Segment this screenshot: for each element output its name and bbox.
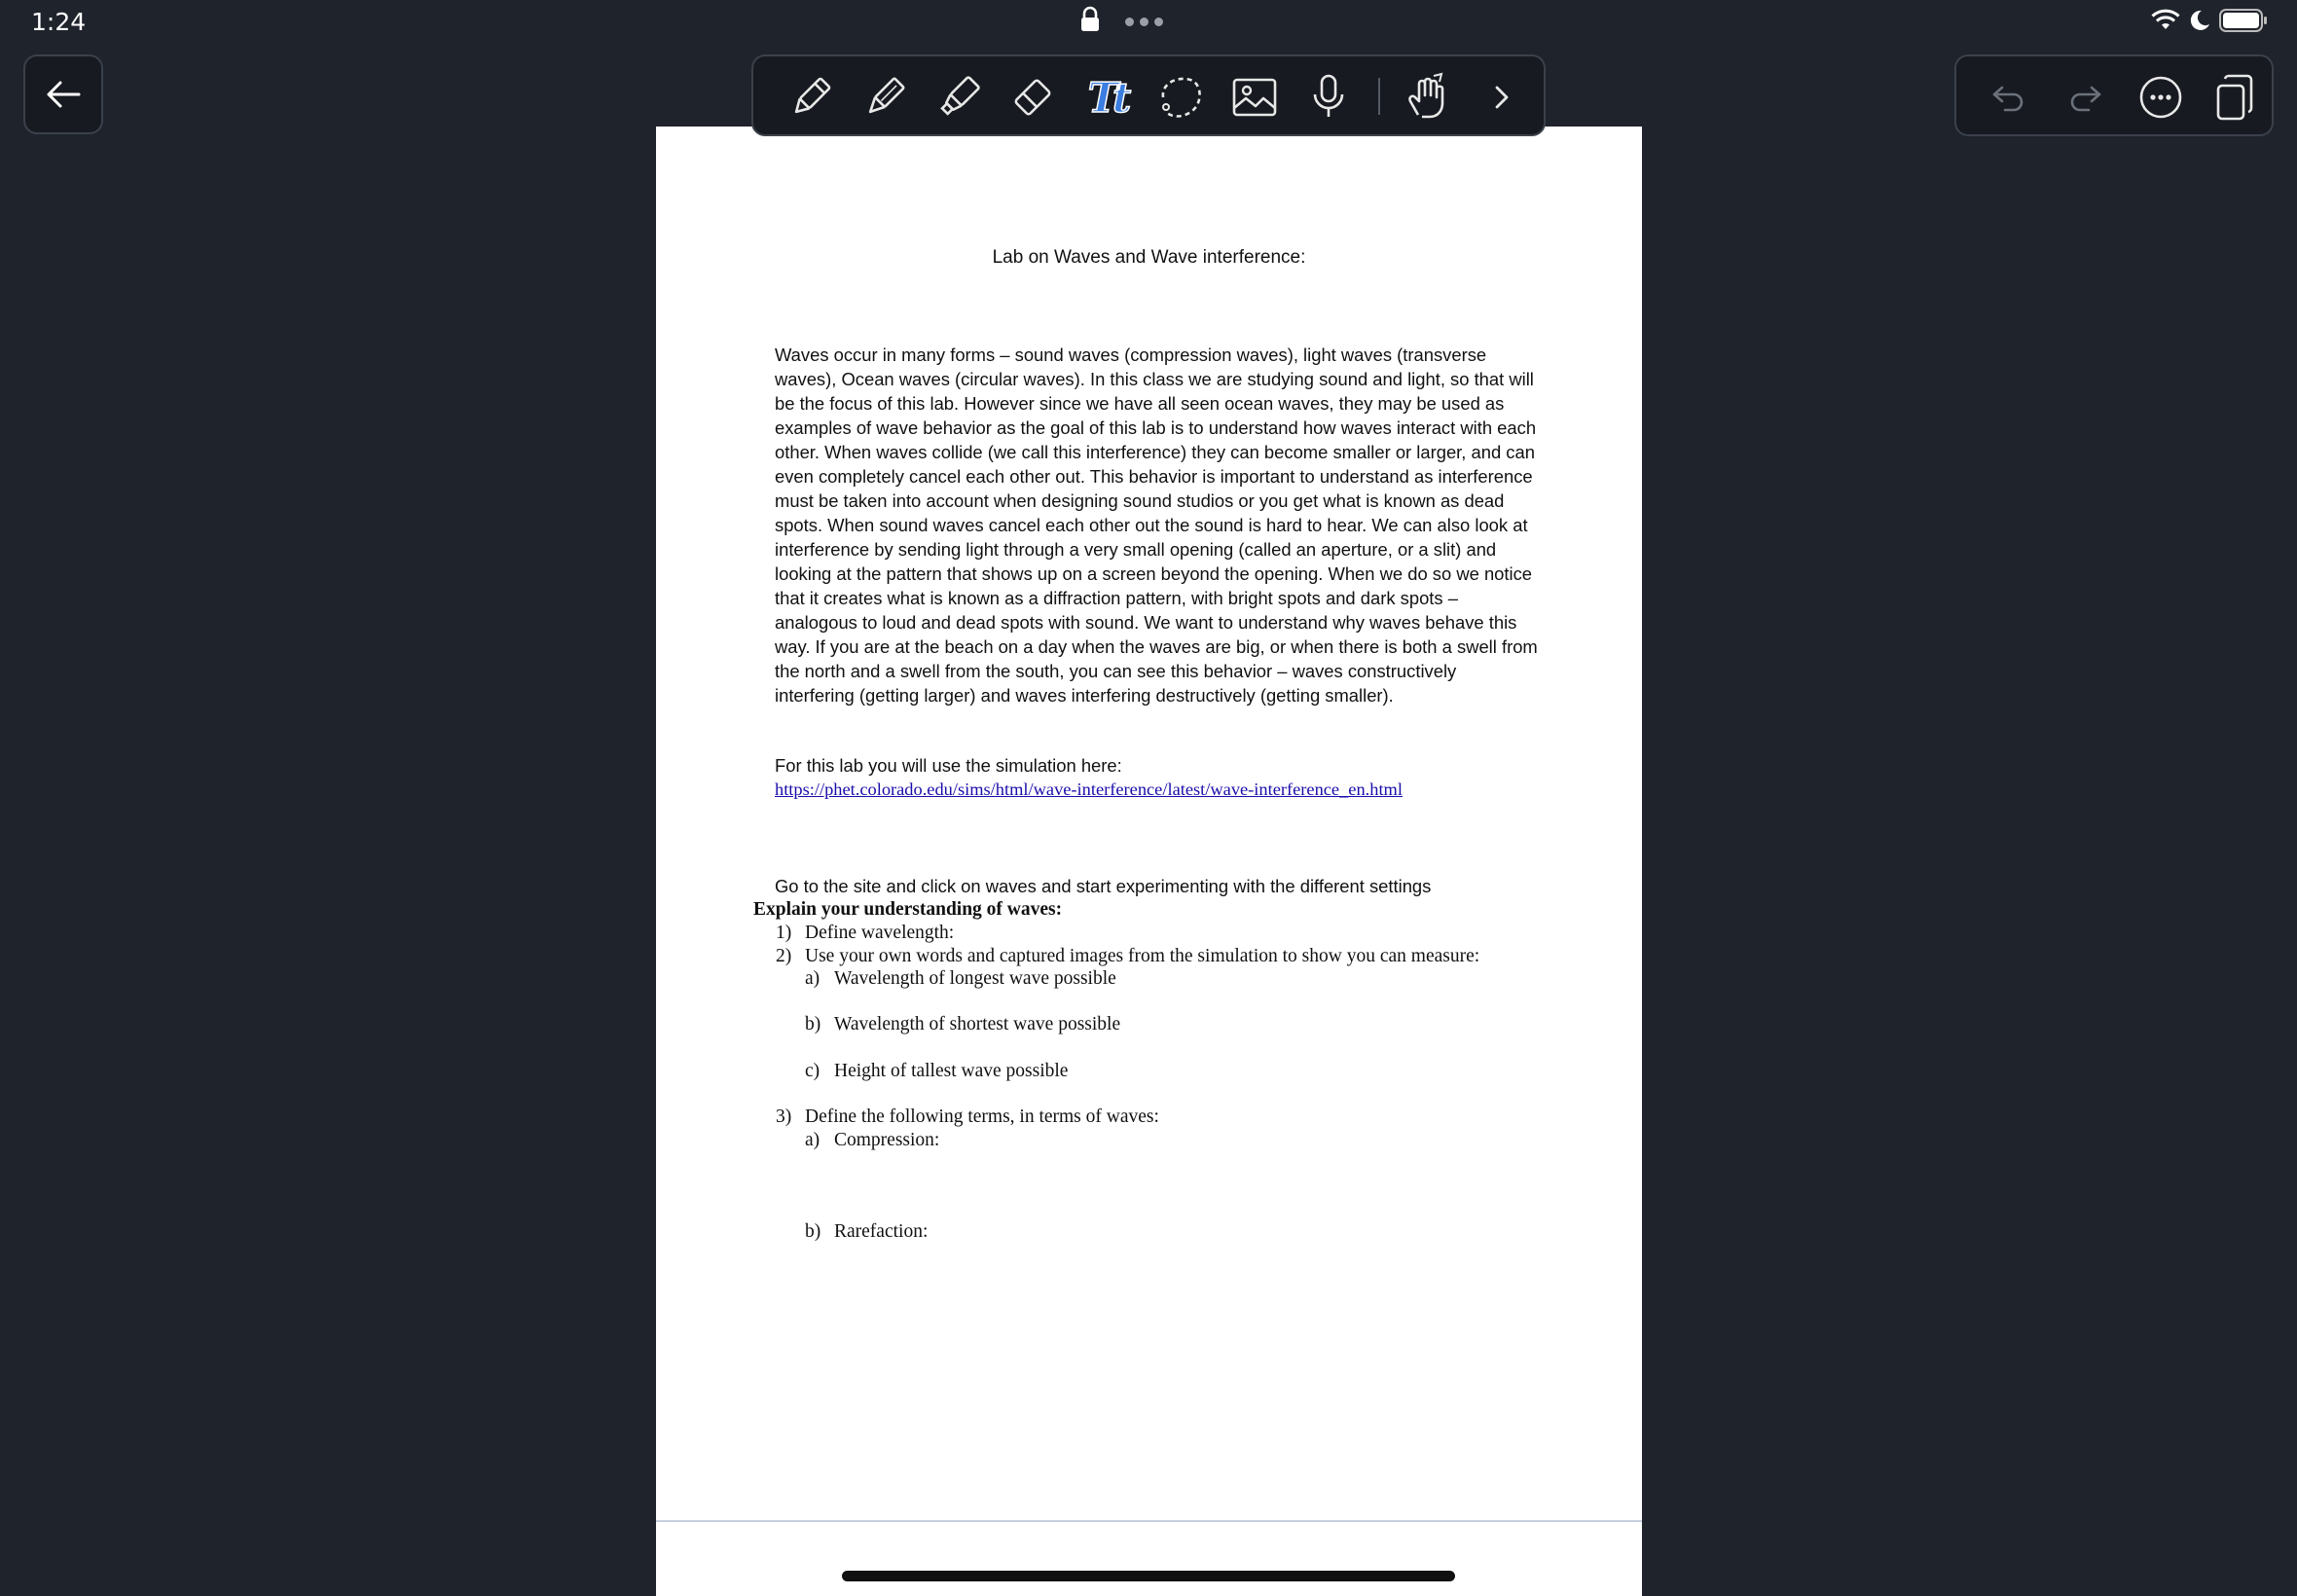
highlighter-tool-icon[interactable] [931,70,986,125]
toolbar-divider [1378,78,1380,115]
lasso-tool-icon[interactable] [1153,70,1208,125]
redo-icon[interactable] [2058,70,2112,125]
subquestion-letter: b) [805,1014,821,1034]
eraser-tool-icon[interactable] [1005,70,1060,125]
lock-icon [1079,6,1101,38]
text-tool-icon[interactable]: Tt [1087,73,1126,122]
subquestion-letter: a) [805,968,820,989]
question-2: Use your own words and captured images from the simulation to show you can measure: [805,946,1480,966]
pencil-tool-icon[interactable] [857,70,912,125]
more-options-icon[interactable] [2133,70,2188,125]
intro-paragraph: Waves occur in many forms – sound waves (compression waves), light waves (transverse waves), Ocean waves (circular waves). In this class we are studying sound and light, so that will be the focus of this lab. However since we have all seen ocean waves, they may be used as examples of wave behavior as the goal of this lab is to understand how waves interact with each other. When waves collide (we call this interference) they can become smaller or larger, and can even completely cancel each other out. This behavior is important to understand as interference must be taken into account when designing sound studios or you get what is known as dead spots. When sound waves cancel each other out the sound is hard to hear. We can also look at interference by sending light through a very small opening (called an aperture, or a slit) and looking at the pattern that shows up on a screen beyond the opening. When we do so we notice that it creates what is known as a diffraction pattern, with bright spots and dark spots – analogous to loud and dead spots with sound. We want to understand why waves behave this way. If you are at the beach on a day when the waves are big, or when there is both a swell from the north and a swell from the south, you can see this behavior – waves constructively interfering (getting larger) and waves interfering destructively (getting smaller). [775,345,1538,706]
home-indicator[interactable] [842,1571,1455,1581]
do-not-disturb-moon-icon [2188,9,2211,37]
subquestion-letter: b) [805,1221,821,1242]
question-2a: Wavelength of longest wave possible [834,968,1116,989]
instruction-text: Go to the site and click on waves and start experimenting with the different settings [775,876,1432,896]
wifi-icon [2151,9,2180,37]
image-tool-icon[interactable] [1227,70,1282,125]
document-page[interactable] [656,127,1642,1596]
question-number: 1) [776,923,792,943]
question-number: 2) [776,946,792,966]
pages-icon[interactable] [2207,70,2262,125]
right-toolbar [1954,54,2274,136]
section-heading: Explain your understanding of waves: [753,899,1063,920]
subquestion-letter: a) [805,1130,820,1150]
undo-icon[interactable] [1982,70,2036,125]
chevron-right-icon[interactable] [1475,70,1529,125]
microphone-tool-icon[interactable] [1301,70,1356,125]
question-number: 3) [776,1106,792,1127]
battery-icon [2219,8,2268,38]
simulation-link[interactable]: https://phet.colorado.edu/sims/html/wave-interference/latest/wave-interference_en.html [775,780,1403,799]
status-time: 1:24 [31,8,87,36]
page-break-line [656,1520,1642,1522]
document-title: Lab on Waves and Wave interference: [992,247,1306,268]
question-3: Define the following terms, in terms of waves: [805,1106,1159,1127]
annotation-toolbar [751,54,1546,136]
multitasking-dots-icon[interactable] [1125,18,1163,26]
simulation-intro: For this lab you will use the simulation here: [775,755,1122,776]
question-1: Define wavelength: [805,923,955,943]
arrow-left-icon [46,80,81,109]
question-2c: Height of tallest wave possible [834,1061,1069,1081]
question-3a: Compression: [834,1130,940,1150]
back-button[interactable] [23,54,103,134]
touch-tool-icon[interactable] [1399,70,1453,125]
question-2b: Wavelength of shortest wave possible [834,1014,1121,1034]
subquestion-letter: c) [805,1061,820,1081]
question-3b: Rarefaction: [834,1221,929,1242]
pen-tool-icon[interactable] [784,70,838,125]
